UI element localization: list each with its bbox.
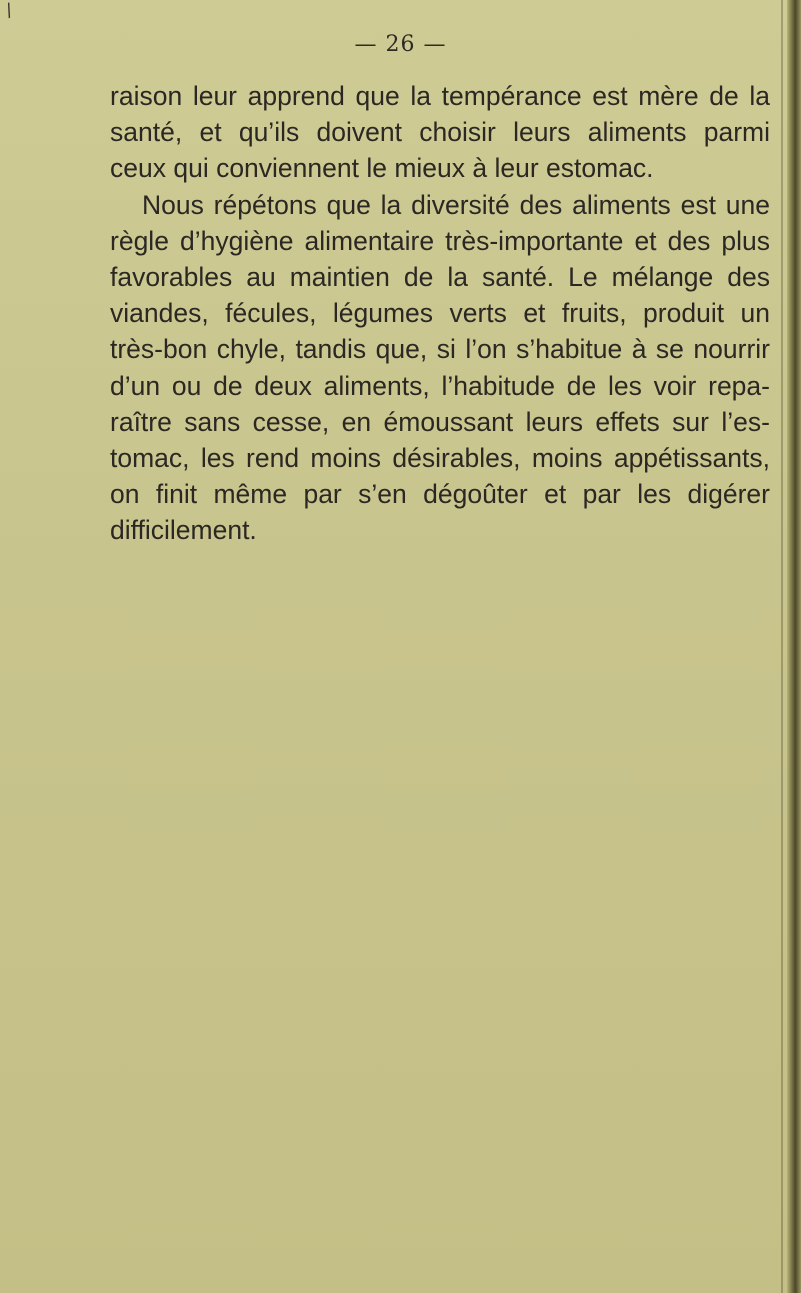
page-number-header: — 26 — [354, 32, 447, 57]
text-line-6: favorables au maintien de la santé. Le mélange des [110, 261, 770, 292]
text-line-3: ceux qui conviennent le mieux à leur estomac. [110, 153, 654, 184]
text-line-12: on finit même par s’en dégoûter et par les digérer [110, 479, 770, 510]
text-line-4: Nous répétons que la diversité des aliments est une [142, 189, 770, 220]
text-line-10: raître sans cesse, en émoussant leurs effets sur l’es- [110, 406, 770, 437]
page-gutter-line [781, 0, 783, 1293]
text-line-11: tomac, les rend moins désirables, moins appétissants, [110, 442, 770, 473]
text-line-5: règle d’hygiène alimentaire très-importante et des plus [110, 225, 770, 256]
text-line-2: santé, et qu’ils doivent choisir leurs aliments parmi [110, 117, 770, 148]
text-line-8: très-bon chyle, tandis que, si l’on s’habitue à se nourrir [110, 334, 770, 365]
text-line-9: d’un ou de deux aliments, l’habitude de les voir repa- [110, 370, 770, 401]
text-line-1: raison leur apprend que la tempérance est mère de la [110, 81, 770, 111]
text-line-13: difficilement. [110, 515, 257, 546]
body-text [110, 78, 770, 548]
text-line-7: viandes, fécules, légumes verts et fruits, produit un [110, 298, 770, 329]
corner-mark: / [2, 0, 16, 22]
book-binding-edge [787, 0, 801, 1293]
